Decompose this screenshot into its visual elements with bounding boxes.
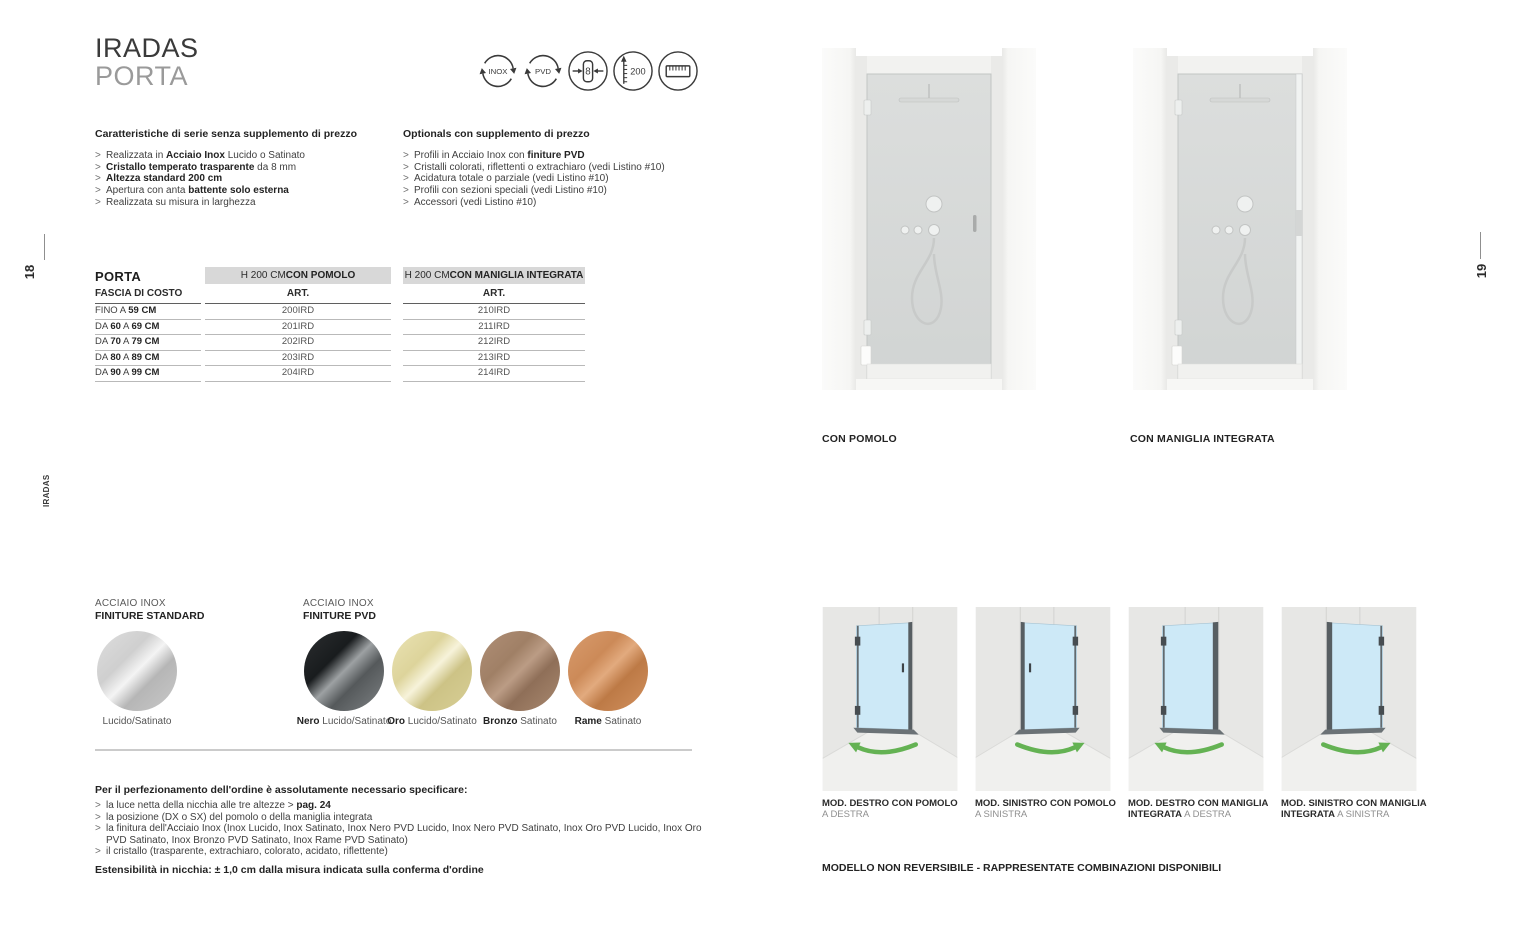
product-series-name: IRADAS: [95, 33, 199, 63]
list-item: > Cristallo temperato trasparente da 8 mm: [95, 161, 297, 173]
list-item: > Acidatura totale o parziale (vedi Listino #10): [403, 173, 609, 185]
list-item: > Profili in Acciaio Inox con finiture PVD: [403, 150, 585, 161]
product-type-name: PORTA: [95, 61, 189, 91]
table-row-art: 203IRD: [205, 351, 391, 367]
diagram-label-3: MOD. DESTRO CON MANIGLIA INTEGRATA A DESTRA: [1128, 798, 1269, 820]
standard-features-list: [95, 150, 400, 209]
art-codes-pomolo: [205, 304, 391, 382]
shower-door-pomolo-illustration: [822, 48, 1036, 396]
non-reversible-note: MODELLO NON REVERSIBILE - RAPPRESENTATE COMBINAZIONI DISPONIBILI: [822, 862, 1222, 874]
spec-badges: [477, 50, 699, 92]
optionals-section: [403, 128, 708, 209]
left-page-tick: [44, 234, 45, 260]
left-page-number: 18: [21, 264, 37, 280]
pvd-recyclable-icon: [522, 50, 564, 92]
standard-features-section: [95, 128, 400, 209]
pomolo-handle: [973, 215, 977, 232]
table-row-art: 214IRD: [403, 366, 585, 382]
standard-finish-eyebrow: ACCIAIO INOX: [95, 598, 166, 609]
finish-label-bronzo: Bronzo Satinato: [483, 716, 557, 727]
diagram-label-1: MOD. DESTRO CON POMOLO A DESTRA: [822, 798, 958, 820]
section-divider: [95, 749, 692, 751]
table-row-label: DA 80 A 89 CM: [95, 351, 201, 367]
list-item: > Apertura con anta battente solo esterna: [95, 185, 289, 197]
list-item: > il cristallo (trasparente, extrachiaro, colorato, acidato, riflettente): [95, 846, 388, 858]
finish-label-rame: Rame Satinato: [574, 716, 642, 727]
order-requirements-title: Per il perfezionamento dell'ordine è assolutamente necessario specificare:: [95, 784, 468, 796]
finish-label-inox: Lucido/Satinato: [102, 716, 172, 727]
table-row-art: 212IRD: [403, 335, 585, 351]
diagram-label-2: MOD. SINISTRO CON POMOLO A SINISTRA: [975, 798, 1116, 820]
diagram-destro-maniglia: [1128, 607, 1264, 791]
list-item: > la posizione (DX o SX) del pomolo o della maniglia integrata: [95, 811, 373, 823]
list-item: > Accessori (vedi Listino #10): [403, 196, 537, 208]
table-row-art: 200IRD: [205, 304, 391, 320]
finish-swatch-bronzo: [480, 631, 560, 711]
table-row-art: 202IRD: [205, 335, 391, 351]
table-row-label: DA 70 A 79 CM: [95, 335, 201, 351]
finish-swatch-inox: [97, 631, 177, 711]
order-requirements-section: [95, 784, 707, 858]
product-label: PORTA: [95, 269, 142, 284]
finish-label-oro: Oro Lucido/Satinato: [387, 716, 477, 727]
optionals-title: Optionals con supplemento di prezzo: [403, 128, 590, 140]
price-table-label-column: [95, 267, 201, 382]
glass-thickness-icon: [567, 50, 609, 92]
maniglia-column-header: H 200 CM CON MANIGLIA INTEGRATA: [403, 267, 585, 284]
svg-text:8: 8: [585, 66, 591, 78]
diagram-sinistro-pomolo: [975, 607, 1111, 791]
table-row-art: 201IRD: [205, 320, 391, 336]
pomolo-column-header: H 200 CM CON POMOLO: [205, 267, 391, 284]
size-range-rows: [95, 304, 201, 382]
list-item: > la luce netta della nicchia alle tre altezze > pag. 24: [95, 800, 331, 811]
extensibility-note: Estensibilità in nicchia: ± 1,0 cm dalla misura indicata sulla conferma d'ordine: [95, 864, 484, 876]
finish-swatch-oro: [392, 631, 472, 711]
right-page-number: 19: [1473, 263, 1489, 279]
pvd-finish-title: FINITURE PVD: [303, 610, 376, 622]
order-requirements-list: [95, 800, 707, 858]
inox-recyclable-icon: [477, 50, 519, 92]
integrated-handle-notch: [1296, 210, 1302, 236]
svg-text:PVD: PVD: [535, 66, 551, 76]
pvd-finish-eyebrow: ACCIAIO INOX: [303, 598, 374, 609]
standard-features-title: Caratteristiche di serie senza supplemento di prezzo: [95, 128, 357, 140]
finish-swatch-nero: [304, 631, 384, 711]
diagram-label-4: MOD. SINISTRO CON MANIGLIA INTEGRATA A SINISTRA: [1281, 798, 1427, 820]
art-label-maniglia: ART.: [403, 284, 585, 304]
price-table-pomolo-column: [205, 267, 391, 382]
list-item: > Realizzata in Acciaio Inox Lucido o Satinato: [95, 150, 305, 161]
price-table-maniglia-column: [403, 267, 585, 382]
diagram-sinistro-maniglia: [1281, 607, 1417, 791]
render-label-maniglia: CON MANIGLIA INTEGRATA: [1130, 433, 1275, 445]
finish-swatch-rame: [568, 631, 648, 711]
render-con-pomolo: [822, 48, 1036, 396]
shower-door-maniglia-illustration: [1133, 48, 1347, 396]
table-row-art: 213IRD: [403, 351, 585, 367]
list-item: > Cristalli colorati, riflettenti o extrachiaro (vedi Listino #10): [403, 161, 665, 173]
optionals-list: [403, 150, 708, 209]
spine-label: IRADAS: [42, 474, 51, 507]
table-row-art: 211IRD: [403, 320, 585, 336]
art-codes-maniglia: [403, 304, 585, 382]
art-label-pomolo: ART.: [205, 284, 391, 304]
list-item: > Realizzata su misura in larghezza: [95, 196, 256, 208]
list-item: > la finitura dell'Acciaio Inox (Inox Lucido, Inox Satinato, Inox Nero PVD Lucido, Inox Nero PVD Satinato, Inox Oro PVD Lucido, Inox Oro PVD Satinato, Inox Bronzo PVD Satinato, Inox Rame PVD Satinato): [95, 823, 702, 846]
table-row-label: FINO A 59 CM: [95, 304, 201, 320]
made-to-measure-ruler-icon: [657, 50, 699, 92]
list-item: > Profili con sezioni speciali (vedi Listino #10): [403, 185, 607, 197]
svg-text:INOX: INOX: [488, 66, 508, 76]
row-header: FASCIA DI COSTO: [95, 284, 201, 304]
render-label-pomolo: CON POMOLO: [822, 433, 897, 445]
diagram-destro-pomolo: [822, 607, 958, 791]
svg-text:200: 200: [630, 66, 646, 77]
height-200-icon: [612, 50, 654, 92]
page-title: [95, 34, 199, 90]
right-page-tick: [1480, 232, 1481, 259]
table-row-label: DA 60 A 69 CM: [95, 320, 201, 336]
list-item: > Altezza standard 200 cm: [95, 173, 223, 185]
table-row-art: 210IRD: [403, 304, 585, 320]
render-con-maniglia: [1133, 48, 1347, 396]
finish-label-nero: Nero Lucido/Satinato: [296, 716, 392, 727]
table-row-label: DA 90 A 99 CM: [95, 366, 201, 382]
standard-finish-title: FINITURE STANDARD: [95, 610, 205, 622]
table-row-art: 204IRD: [205, 366, 391, 382]
